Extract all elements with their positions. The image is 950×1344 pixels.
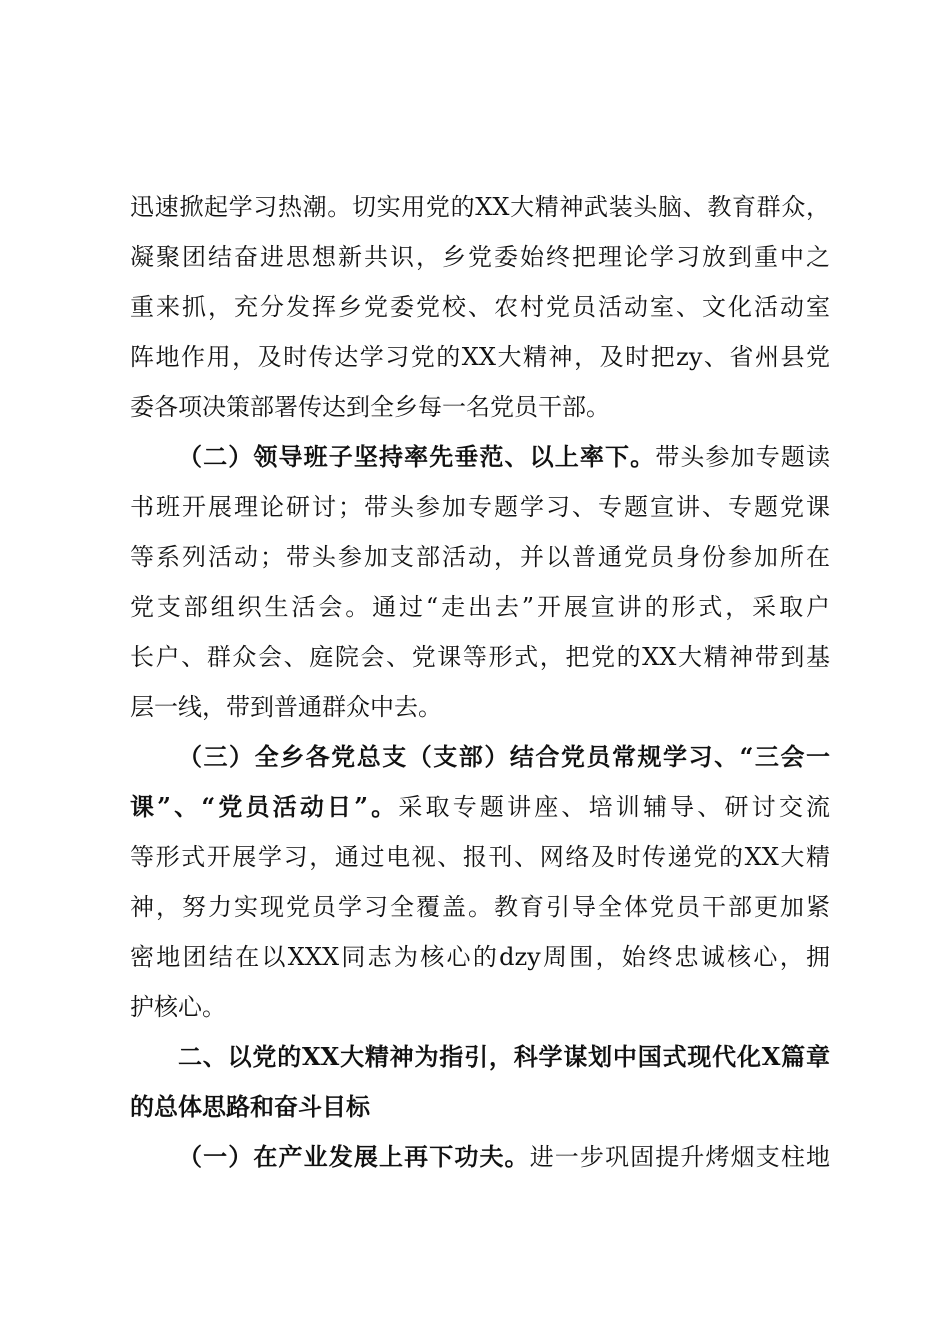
body-text-line: 书班开展理论研讨；带头参加专题学习、专题宣讲、专题党课 [130,493,830,521]
section-heading-continuation: 的总体思路和奋斗目标 [130,1092,370,1121]
body-text-line: 等系列活动；带头参加支部活动，并以普通党员身份参加所在 [130,543,830,571]
body-text-line: 党支部组织生活会。通过“走出去”开展宣讲的形式，采取户 [130,593,830,621]
body-text-line: 等形式开展学习，通过电视、报刊、网络及时传递党的XX大精 [130,843,830,871]
body-text-line: 重来抓，充分发挥乡党委党校、农村党员活动室、文化活动室 [130,293,830,321]
subsection-heading: （一）在产业发展上再下功夫。 [178,1142,530,1171]
body-text-line: 阵地作用，及时传达学习党的XX大精神，及时把zy、省州县党 [130,343,830,371]
body-text-line: 委各项决策部署传达到全乡每一名党员干部。 [130,393,610,421]
body-text-line: 神，努力实现党员学习全覆盖。教育引导全体党员干部更加紧 [130,893,830,921]
subsection-heading: （二）领导班子坚持率先垂范、以上率下。 [178,442,656,471]
body-text-line: 迅速掀起学习热潮。切实用党的XX大精神武装头脑、教育群众， [130,193,830,221]
section-heading: 二、以党的XX大精神为指引，科学谋划中国式现代化X篇章 [178,1042,830,1071]
body-text-run: 进一步巩固提升烤烟支柱地 [529,1143,831,1171]
subsection-heading-end: 课”、“党员活动日”。 [130,792,399,821]
body-text-line: 护核心。 [130,993,226,1021]
subsection-second-line [130,787,830,827]
subsection-first-line [178,437,830,477]
subsection-first-line [178,1137,830,1177]
body-text-run: 带头参加专题读 [655,443,831,471]
subsection-heading: （三）全乡各党总支（支部）结合党员常规学习、“三会一 [178,742,830,771]
body-text-run: 采取专题讲座、培训辅导、研讨交流 [398,793,830,821]
body-text-line: 长户、群众会、庭院会、党课等形式，把党的XX大精神带到基 [130,643,830,671]
body-text-line: 密地团结在以XXX同志为核心的dzy周围，始终忠诚核心，拥 [130,943,830,971]
body-text-line: 层一线，带到普通群众中去。 [130,693,442,721]
body-text-line: 凝聚团结奋进思想新共识，乡党委始终把理论学习放到重中之 [130,243,830,271]
